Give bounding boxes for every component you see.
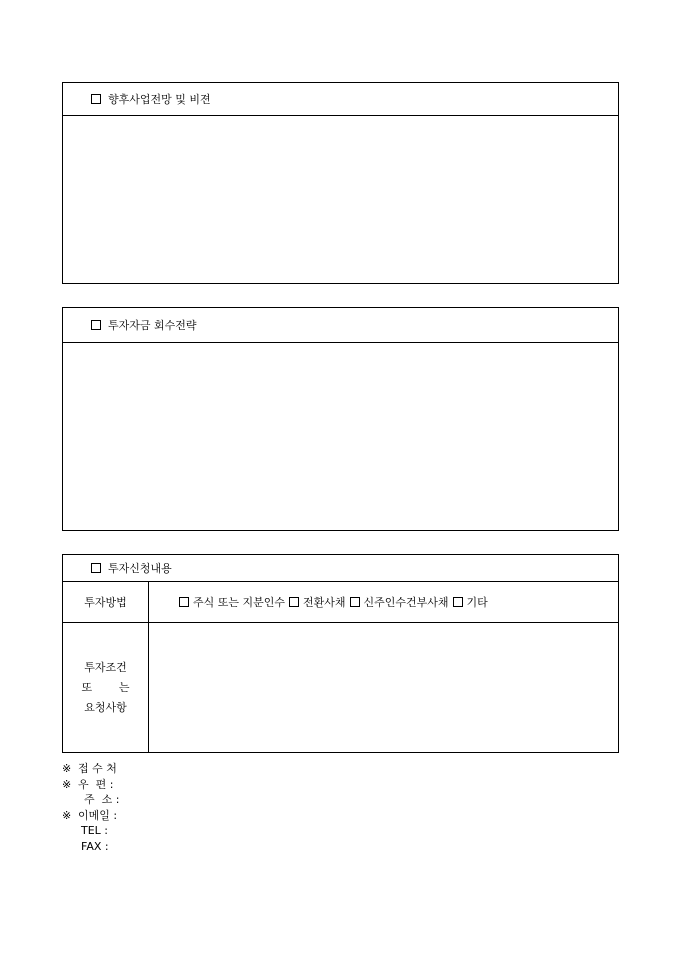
checkbox-icon[interactable] [179, 597, 189, 607]
recovery-section [62, 307, 619, 531]
request-header [63, 555, 618, 582]
checkbox-icon[interactable] [350, 597, 360, 607]
note-reception [62, 761, 119, 777]
note-text: 접 수 처 [78, 762, 117, 775]
outlook-title: 향후사업전망 및 비젼 [108, 93, 211, 106]
request-section [62, 554, 619, 753]
reference-mark-icon: ※ [62, 808, 72, 822]
note-text: TEL : [81, 824, 109, 837]
recovery-header [63, 308, 618, 343]
option-stock[interactable] [179, 594, 285, 610]
checkbox-icon[interactable] [91, 320, 101, 330]
method-row [63, 582, 618, 623]
option-convertible-bond[interactable] [289, 594, 346, 610]
checkbox-icon[interactable] [91, 563, 101, 573]
condition-content-area[interactable] [149, 623, 618, 753]
note-text: FAX : [81, 839, 109, 853]
checkbox-icon[interactable] [91, 94, 101, 104]
reference-mark-icon: ※ [62, 762, 72, 775]
outlook-section [62, 82, 619, 284]
condition-label-line: 투자조건 [84, 661, 127, 674]
condition-label-word: 는 [118, 681, 130, 694]
option-label: 전환사채 [303, 596, 346, 609]
note-fax [62, 839, 119, 855]
note-tel [62, 823, 119, 839]
checkbox-icon[interactable] [289, 597, 299, 607]
condition-label-line [82, 678, 130, 698]
condition-label [63, 623, 149, 753]
note-text: 우 편 : [78, 777, 114, 791]
reference-mark-icon: ※ [62, 777, 72, 791]
option-label: 신주인수건부사채 [363, 596, 449, 609]
note-text: 주 소 : [84, 793, 120, 806]
method-label: 투자방법 [63, 582, 149, 622]
note-email [62, 808, 119, 824]
checkbox-icon[interactable] [453, 597, 463, 607]
option-label: 주식 또는 지분인수 [193, 596, 286, 609]
option-other[interactable] [453, 594, 488, 610]
outlook-header [63, 83, 618, 116]
condition-label-line: 요청사항 [84, 701, 127, 714]
recovery-title: 투자자금 회수전략 [108, 319, 197, 332]
note-text: 이메일 : [78, 808, 118, 822]
method-options [149, 582, 618, 622]
option-label: 기타 [466, 596, 488, 609]
condition-row [63, 623, 618, 753]
condition-label-word: 또 [81, 681, 93, 694]
option-bond-with-warrant[interactable] [350, 594, 449, 610]
note-postal [62, 777, 119, 793]
contact-notes [62, 761, 119, 854]
note-address [62, 792, 119, 808]
request-title: 투자신청내용 [108, 562, 172, 575]
